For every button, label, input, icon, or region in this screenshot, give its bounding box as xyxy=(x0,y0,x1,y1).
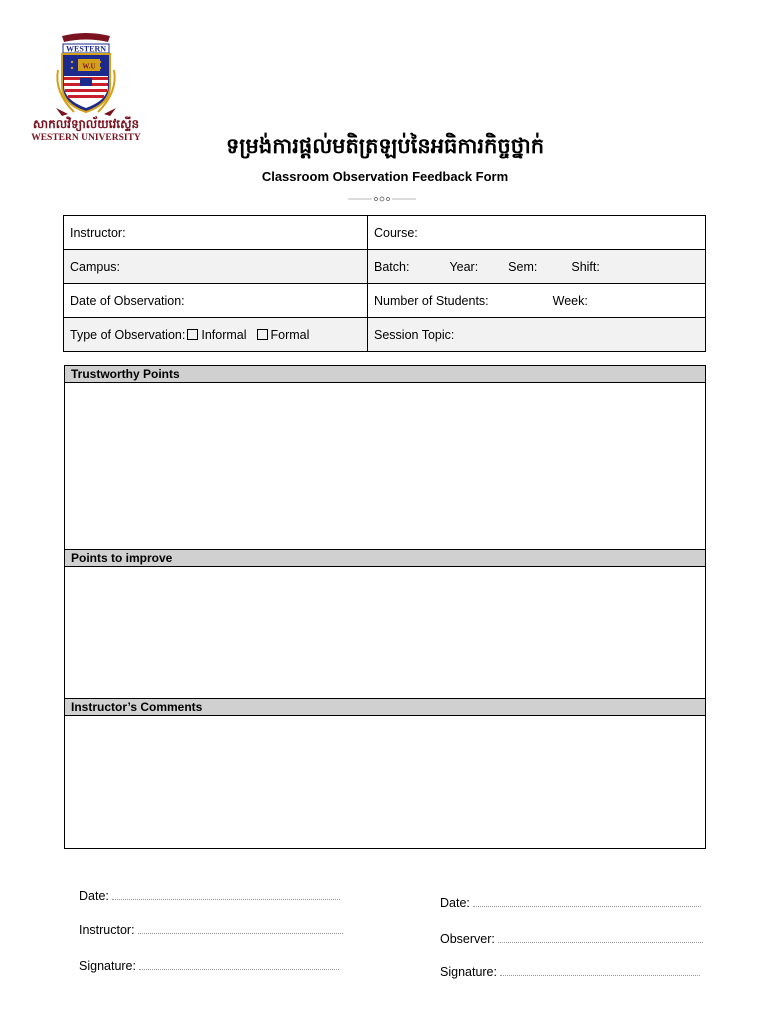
instructor-name-label: Instructor: xyxy=(79,923,135,937)
table-row xyxy=(64,216,706,250)
batch-year-sem-shift-cell[interactable] xyxy=(368,250,706,284)
students-week-cell[interactable] xyxy=(368,284,706,318)
table-row xyxy=(64,318,706,352)
right-signature-label: Signature: xyxy=(440,965,497,979)
shift-label: Shift: xyxy=(571,259,600,274)
left-signature-label: Signature: xyxy=(79,959,136,973)
number-of-students-label: Number of Students: xyxy=(374,293,489,308)
date-of-observation-cell[interactable] xyxy=(64,284,368,318)
points-to-improve-header: Points to improve xyxy=(65,549,705,567)
instructor-cell[interactable] xyxy=(64,216,368,250)
sem-label: Sem: xyxy=(508,259,538,274)
right-date-label: Date: xyxy=(440,896,470,910)
instructor-comments-header: Instructor’s Comments xyxy=(65,698,705,716)
type-of-observation-cell xyxy=(64,318,368,352)
form-title-khmer: ទម្រង់ការផ្តល់មតិត្រឡប់នៃអធិការកិច្ចថ្នាក់ xyxy=(225,134,545,158)
trustworthy-points-area[interactable] xyxy=(65,383,705,549)
instructor-comments-area[interactable] xyxy=(65,716,705,848)
instructor-label: Instructor: xyxy=(70,225,126,240)
table-row xyxy=(64,250,706,284)
right-signature-row xyxy=(440,965,700,979)
session-topic-cell[interactable] xyxy=(368,318,706,352)
feedback-sections xyxy=(64,365,706,849)
table-row xyxy=(64,284,706,318)
formal-checkbox[interactable] xyxy=(257,329,268,340)
date-of-observation-label: Date of Observation: xyxy=(70,293,185,308)
informal-checkbox[interactable] xyxy=(187,329,198,340)
points-to-improve-area[interactable] xyxy=(65,567,705,698)
formal-label: Formal xyxy=(270,327,310,342)
ornament-divider-icon xyxy=(348,194,416,204)
right-date-line[interactable] xyxy=(473,896,701,907)
year-label: Year: xyxy=(449,259,479,274)
form-title-english: Classroom Observation Feedback Form xyxy=(261,169,509,184)
left-date-line[interactable] xyxy=(112,889,340,900)
observer-name-line[interactable] xyxy=(498,932,703,943)
course-label: Course: xyxy=(374,225,418,240)
trustworthy-points-header: Trustworthy Points xyxy=(65,366,705,383)
instructor-name-line[interactable] xyxy=(138,923,343,934)
university-logo xyxy=(22,30,150,148)
campus-cell[interactable] xyxy=(64,250,368,284)
shield-emblem-icon xyxy=(22,30,150,116)
session-topic-label: Session Topic: xyxy=(374,327,455,342)
right-date-row xyxy=(440,896,701,910)
left-date-row xyxy=(79,889,340,903)
left-date-label: Date: xyxy=(79,889,109,903)
batch-label: Batch: xyxy=(374,259,410,274)
campus-label: Campus: xyxy=(70,259,121,274)
week-label: Week: xyxy=(552,293,588,308)
course-cell[interactable] xyxy=(368,216,706,250)
logo-name-khmer: សាកលវិទ្យាល័យវេស្ទើន xyxy=(32,117,140,131)
right-signature-line[interactable] xyxy=(500,965,700,976)
observer-name-label: Observer: xyxy=(440,932,495,946)
logo-banner-text: WESTERN xyxy=(65,44,107,54)
logo-name-english: WESTERN UNIVERSITY xyxy=(31,133,141,143)
logo-shield-text: W.U xyxy=(82,62,96,71)
observer-sign-row xyxy=(440,932,703,946)
observation-info-table xyxy=(63,215,706,352)
type-of-observation-label: Type of Observation: xyxy=(70,327,186,342)
instructor-sign-row xyxy=(79,923,343,937)
left-signature-row xyxy=(79,959,339,973)
informal-label: Informal xyxy=(201,327,247,342)
left-signature-line[interactable] xyxy=(139,959,339,970)
